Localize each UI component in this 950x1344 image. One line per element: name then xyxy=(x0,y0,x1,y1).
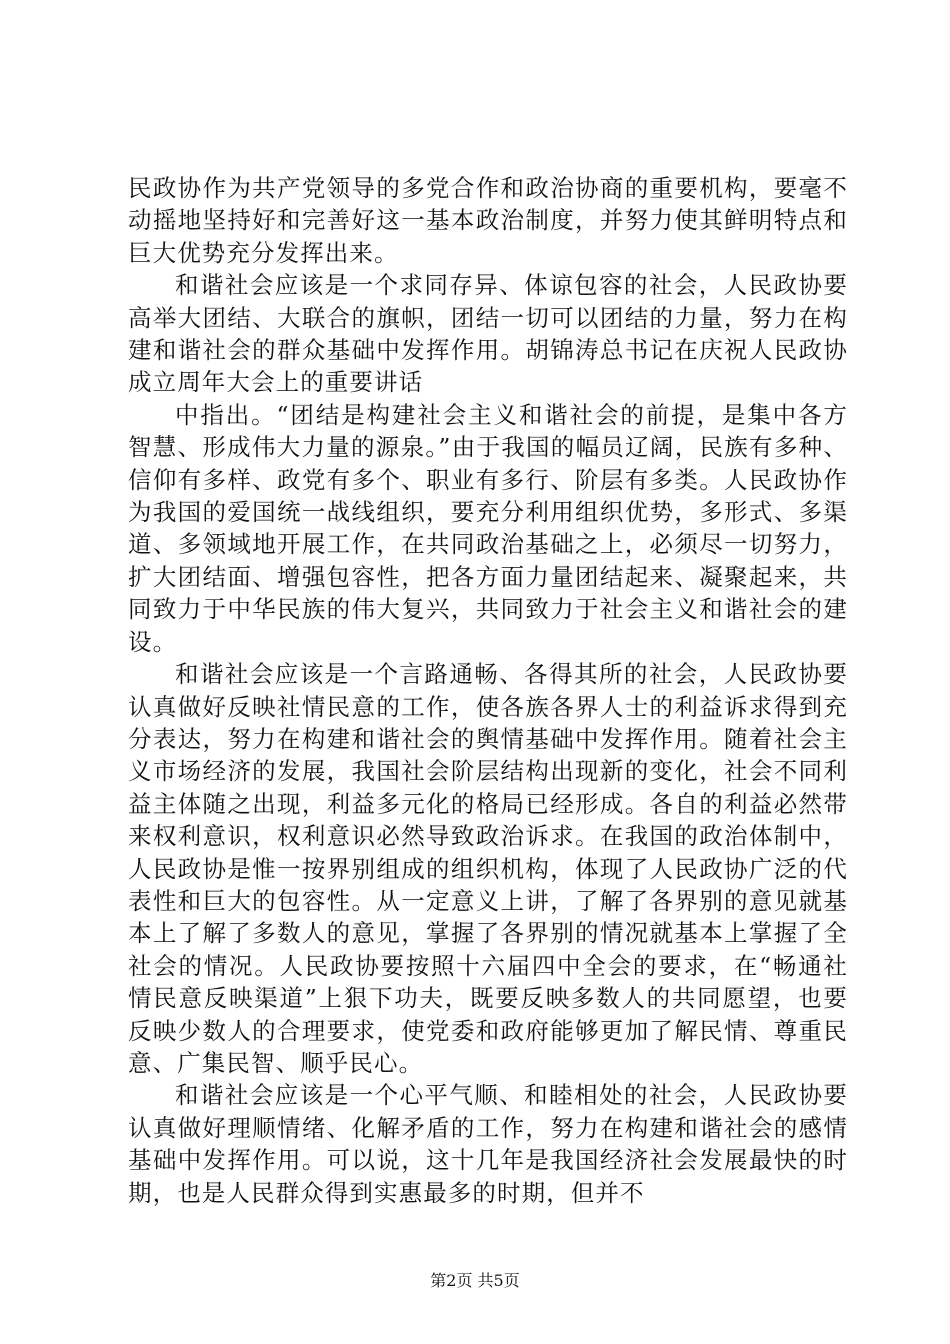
paragraph-2: 和谐社会应该是一个求同存异、体谅包容的社会，人民政协要高举大团结、大联合的旗帜，团结一切可以团结的力量，努力在构建和谐社会的群众基础中发挥作用。胡锦涛总书记在庆祝人民政协成立周年大会上的重要讲话 xyxy=(128,271,848,397)
paragraph-3: 中指出。“团结是构建社会主义和谐社会的前提，是集中各方智慧、形成伟大力量的源泉。”由于我国的幅员辽阔，民族有多种、信仰有多样、政党有多个、职业有多行、阶层有多类。人民政协作为我国的爱国统一战线组织，要充分利用组织优势，多形式、多渠道、多领域地开展工作，在共同政治基础之上，必须尽一切努力，扩大团结面、增强包容性，把各方面力量团结起来、凝聚起来，共同致力于中华民族的伟大复兴，共同致力于社会主义和谐社会的建设。 xyxy=(128,400,848,656)
document-body xyxy=(128,172,848,1209)
paragraph-4: 和谐社会应该是一个言路通畅、各得其所的社会，人民政协要认真做好反映社情民意的工作，使各族各界人士的利益诉求得到充分表达，努力在构建和谐社会的舆情基础中发挥作用。随着社会主义市场经济的发展，我国社会阶层结构出现新的变化，社会不同利益主体随之出现，利益多元化的格局已经形成。各自的利益必然带来权利意识，权利意识必然导致政治诉求。在我国的政治体制中，人民政协是惟一按界别组成的组织机构，体现了人民政协广泛的代表性和巨大的包容性。从一定意义上讲，了解了各界别的意见就基本上了解了多数人的意见，掌握了各界别的情况就基本上掌握了全社会的情况。人民政协要按照十六届四中全会的要求，在“畅通社情民意反映渠道”上狠下功夫，既要反映多数人的共同愿望，也要反映少数人的合理要求，使党委和政府能够更加了解民情、尊重民意、广集民智、顺乎民心。 xyxy=(128,660,848,1077)
page-number-label: 第2页 共5页 xyxy=(430,1271,520,1290)
paragraph-1: 民政协作为共产党领导的多党合作和政治协商的重要机构，要毫不动摇地坚持好和完善好这一基本政治制度，并努力使其鲜明特点和巨大优势充分发挥出来。 xyxy=(128,174,848,267)
paragraph-5: 和谐社会应该是一个心平气顺、和睦相处的社会，人民政协要认真做好理顺情绪、化解矛盾的工作，努力在构建和谐社会的感情基础中发挥作用。可以说，这十几年是我国经济社会发展最快的时期，也是人民群众得到实惠最多的时期，但并不 xyxy=(128,1081,848,1207)
page-footer xyxy=(0,1268,950,1291)
